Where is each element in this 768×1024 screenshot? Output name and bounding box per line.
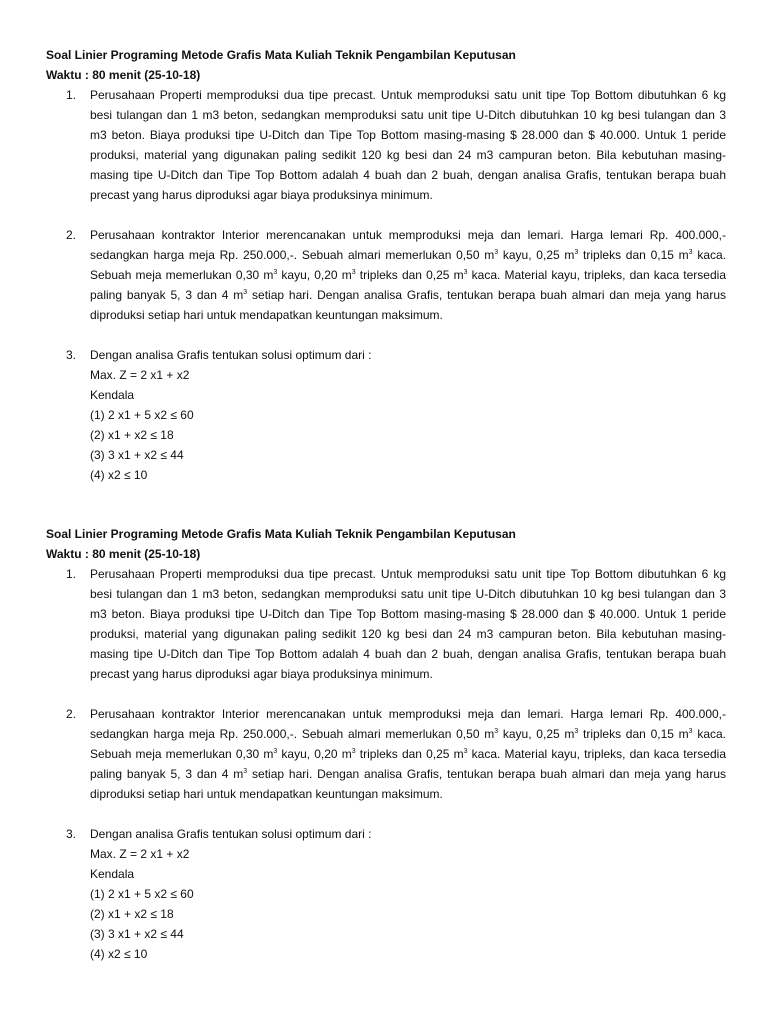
problem-number: 1. — [66, 88, 77, 102]
problem-number: 1. — [66, 567, 77, 581]
constraints-heading: Kendala — [90, 867, 135, 881]
problem-2 — [46, 704, 726, 804]
problem-number: 2. — [66, 707, 77, 721]
constraint-3: (3) 3 x1 + x2 ≤ 44 — [90, 927, 184, 941]
problem-number: 3. — [66, 348, 77, 362]
constraint-1: (1) 2 x1 + 5 x2 ≤ 60 — [90, 408, 194, 422]
document-title: Soal Linier Programing Metode Grafis Mata Kuliah Teknik Pengambilan Keputusan — [46, 48, 516, 62]
exam-section-second — [46, 524, 726, 964]
problem-number: 3. — [66, 827, 77, 841]
problem-text: Perusahaan Properti memproduksi dua tipe precast. Untuk memproduksi satu unit tipe Top Bottom dibutuhkan 6 kg besi tulangan dan 1 m3 beton, sedangkan memproduksi satu unit tipe U-Ditch dibutuhkan 10 kg besi tulangan dan 3 m3 beton. Biaya produksi tipe U-Ditch dan Tipe Top Bottom masing-masing $ 28.000 dan $ 40.000. Untuk 1 peride produksi, material yang digunakan paling sedikit 120 kg besi dan 24 m3 campuran beton. Bila kebutuhan masing-masing tipe U-Ditch dan Tipe Top Bottom adalah 4 buah dan 2 buah, dengan analisa Grafis, tentukan berapa buah precast yang harus diproduksi agar biaya produksinya minimum. — [90, 567, 726, 681]
problem-1 — [46, 564, 726, 684]
problem-number: 2. — [66, 228, 77, 242]
constraint-4: (4) x2 ≤ 10 — [90, 468, 148, 482]
constraint-4: (4) x2 ≤ 10 — [90, 947, 148, 961]
objective-function: Max. Z = 2 x1 + x2 — [90, 847, 190, 861]
objective-function: Max. Z = 2 x1 + x2 — [90, 368, 190, 382]
problem-3 — [46, 824, 726, 964]
constraint-1: (1) 2 x1 + 5 x2 ≤ 60 — [90, 887, 194, 901]
document-title: Soal Linier Programing Metode Grafis Mata Kuliah Teknik Pengambilan Keputusan — [46, 527, 516, 541]
problem-text: Perusahaan Properti memproduksi dua tipe precast. Untuk memproduksi satu unit tipe Top Bottom dibutuhkan 6 kg besi tulangan dan 1 m3 beton, sedangkan memproduksi satu unit tipe U-Ditch dibutuhkan 10 kg besi tulangan dan 3 m3 beton. Biaya produksi tipe U-Ditch dan Tipe Top Bottom masing-masing $ 28.000 dan $ 40.000. Untuk 1 peride produksi, material yang digunakan paling sedikit 120 kg besi dan 24 m3 campuran beton. Bila kebutuhan masing-masing tipe U-Ditch dan Tipe Top Bottom adalah 4 buah dan 2 buah, dengan analisa Grafis, tentukan berapa buah precast yang harus diproduksi agar biaya produksinya minimum. — [90, 88, 726, 202]
exam-time: Waktu : 80 menit (25-10-18) — [46, 68, 201, 82]
constraint-2: (2) x1 + x2 ≤ 18 — [90, 907, 174, 921]
problem-text: Perusahaan kontraktor Interior merencanakan untuk memproduksi meja dan lemari. Harga lemari Rp. 400.000,- sedangkan harga meja Rp. 250.000,-. Sebuah almari memerlukan 0,50 $m^3$ kayu, 0,25 $m^3$ tripleks dan 0,15 $m^3$ kaca. Sebuah meja memerlukan 0,30 $m^3$ kayu, 0,20 $m^3$ tripleks dan 0,25 $m^3$ kaca. Material kayu, tripleks, dan kaca tersedia paling banyak 5, 3 dan 4 $m^3$ setiap hari. Dengan analisa Grafis, tentukan berapa buah almari dan meja yang harus diproduksi setiap hari untuk mendapatkan keuntungan maksimum. — [90, 707, 727, 801]
constraint-2: (2) x1 + x2 ≤ 18 — [90, 428, 174, 442]
problem-2 — [46, 225, 726, 325]
problem-3-line: Dengan analisa Grafis tentukan solusi optimum dari : — [90, 827, 372, 841]
exam-time: Waktu : 80 menit (25-10-18) — [46, 547, 201, 561]
exam-section-first — [46, 45, 726, 485]
problem-3-line: Dengan analisa Grafis tentukan solusi optimum dari : — [90, 348, 372, 362]
problem-1 — [46, 85, 726, 205]
constraints-heading: Kendala — [90, 388, 135, 402]
constraint-3: (3) 3 x1 + x2 ≤ 44 — [90, 448, 184, 462]
problem-3 — [46, 345, 726, 485]
problem-text: Perusahaan kontraktor Interior merencanakan untuk memproduksi meja dan lemari. Harga lemari Rp. 400.000,- sedangkan harga meja Rp. 250.000,-. Sebuah almari memerlukan 0,50 $m^3$ kayu, 0,25 $m^3$ tripleks dan 0,15 $m^3$ kaca. Sebuah meja memerlukan 0,30 $m^3$ kayu, 0,20 $m^3$ tripleks dan 0,25 $m^3$ kaca. Material kayu, tripleks, dan kaca tersedia paling banyak 5, 3 dan 4 $m^3$ setiap hari. Dengan analisa Grafis, tentukan berapa buah almari dan meja yang harus diproduksi setiap hari untuk mendapatkan keuntungan maksimum. — [90, 228, 727, 322]
